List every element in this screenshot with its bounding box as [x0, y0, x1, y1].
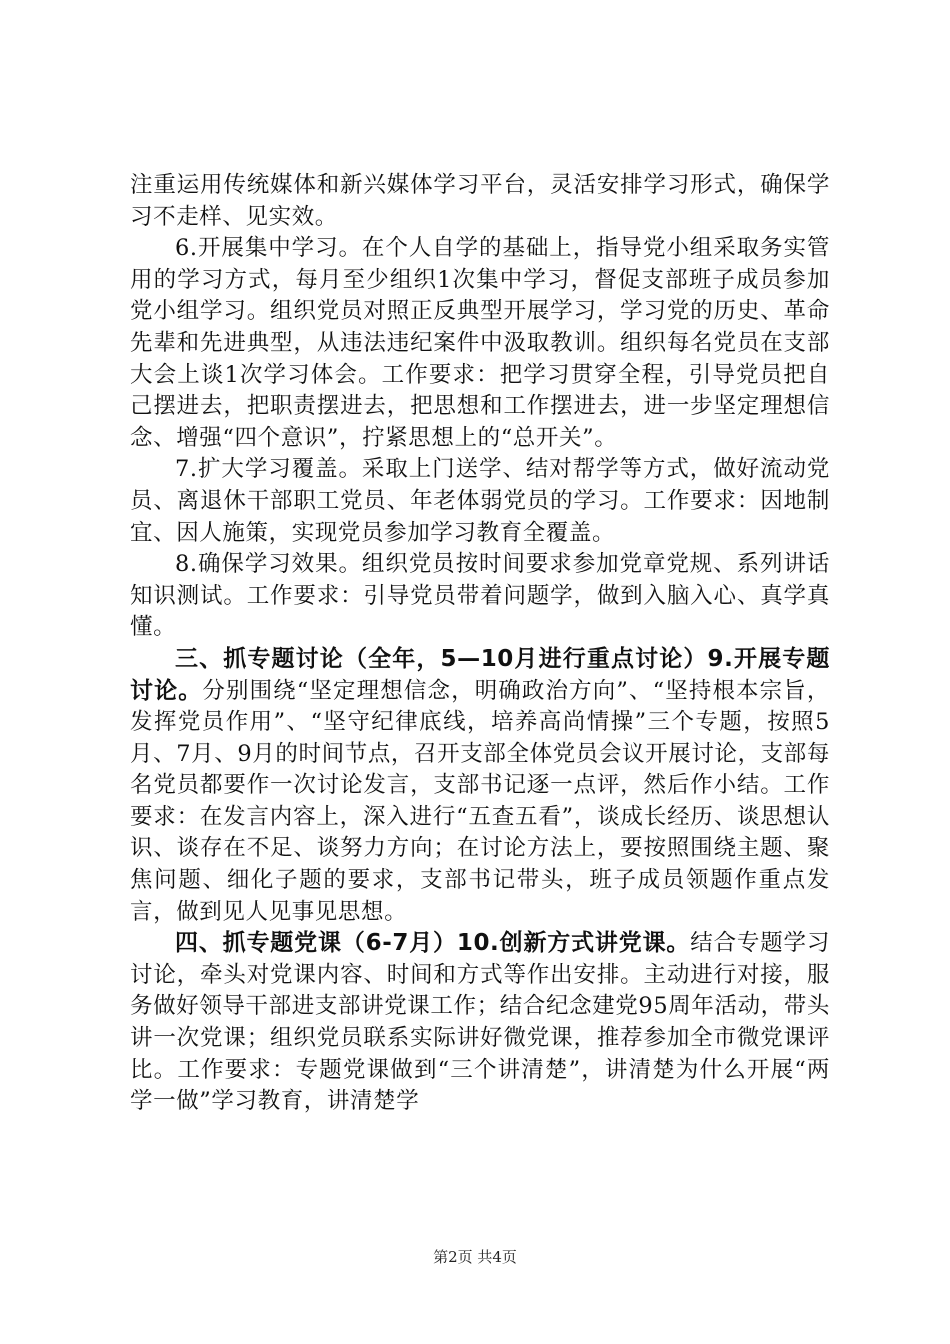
paragraph-text: 分别围绕“坚定理想信念，明确政治方向”、“坚持根本宗旨，发挥党员作用”、“坚守纪律底线，培养高尚情操”三个专题，按照5月、7月、9月的时间节点，召开支部全体党员会议开展讨论，支部每名党员都要作一次讨论发言，支部书记逐一点评，然后作小结。工作要求：在发言内容上，深入进行“五查五看”，谈成长经历、谈思想认识、谈存在不足、谈努力方向；在讨论方法上，要按照围绕主题、聚焦问题、细化子题的要求，支部书记带头，班子成员领题作重点发言，做到见人见事见思想。 — [130, 677, 830, 925]
section-heading: 四、抓专题党课（6-7月）10.创新方式讲党课。 — [175, 930, 691, 957]
paragraph-item-8 — [130, 549, 830, 644]
document-body — [130, 170, 830, 1118]
paragraph-text: 注重运用传统媒体和新兴媒体学习平台，灵活安排学习形式，确保学习不走样、见实效。 — [130, 172, 830, 230]
paragraph-continuation — [130, 170, 830, 233]
paragraph-item-6 — [130, 233, 830, 454]
paragraph-text: 结合专题学习讨论，牵头对党课内容、时间和方式等作出安排。主动进行对接，服务做好领导干部进支部讲党课工作；结合纪念建党95周年活动，带头讲一次党课；组织党员联系实际讲好微党课，推荐参加全市微党课评比。工作要求：专题党课做到“三个讲清楚”，讲清楚为什么开展“两学一做”学习教育，讲清楚学 — [130, 930, 830, 1115]
page-footer: 第2页 共4页 — [433, 1248, 517, 1266]
paragraph-text: 7.扩大学习覆盖。采取上门送学、结对帮学等方式，做好流动党员、离退休干部职工党员、年老体弱党员的学习。工作要求：因地制宜、因人施策，实现党员参加学习教育全覆盖。 — [130, 456, 830, 546]
paragraph-section-4 — [130, 928, 830, 1118]
section-heading: 三、抓专题讨论（全年，5—10月进行重点讨论）9.开展专题讨论。 — [130, 645, 830, 704]
paragraph-section-3 — [130, 644, 830, 928]
paragraph-item-7 — [130, 454, 830, 549]
paragraph-text: 6.开展集中学习。在个人自学的基础上，指导党小组采取务实管用的学习方式，每月至少组织1次集中学习，督促支部班子成员参加党小组学习。组织党员对照正反典型开展学习，学习党的历史、革命先辈和先进典型，从违法违纪案件中汲取教训。组织每名党员在支部大会上谈1次学习体会。工作要求：把学习贯穿全程，引导党员把自己摆进去，把职责摆进去，把思想和工作摆进去，进一步坚定理想信念、增强“四个意识”，拧紧思想上的“总开关”。 — [130, 235, 830, 451]
paragraph-text: 8.确保学习效果。组织党员按时间要求参加党章党规、系列讲话知识测试。工作要求：引导党员带着问题学，做到入脑入心、真学真懂。 — [130, 551, 830, 641]
